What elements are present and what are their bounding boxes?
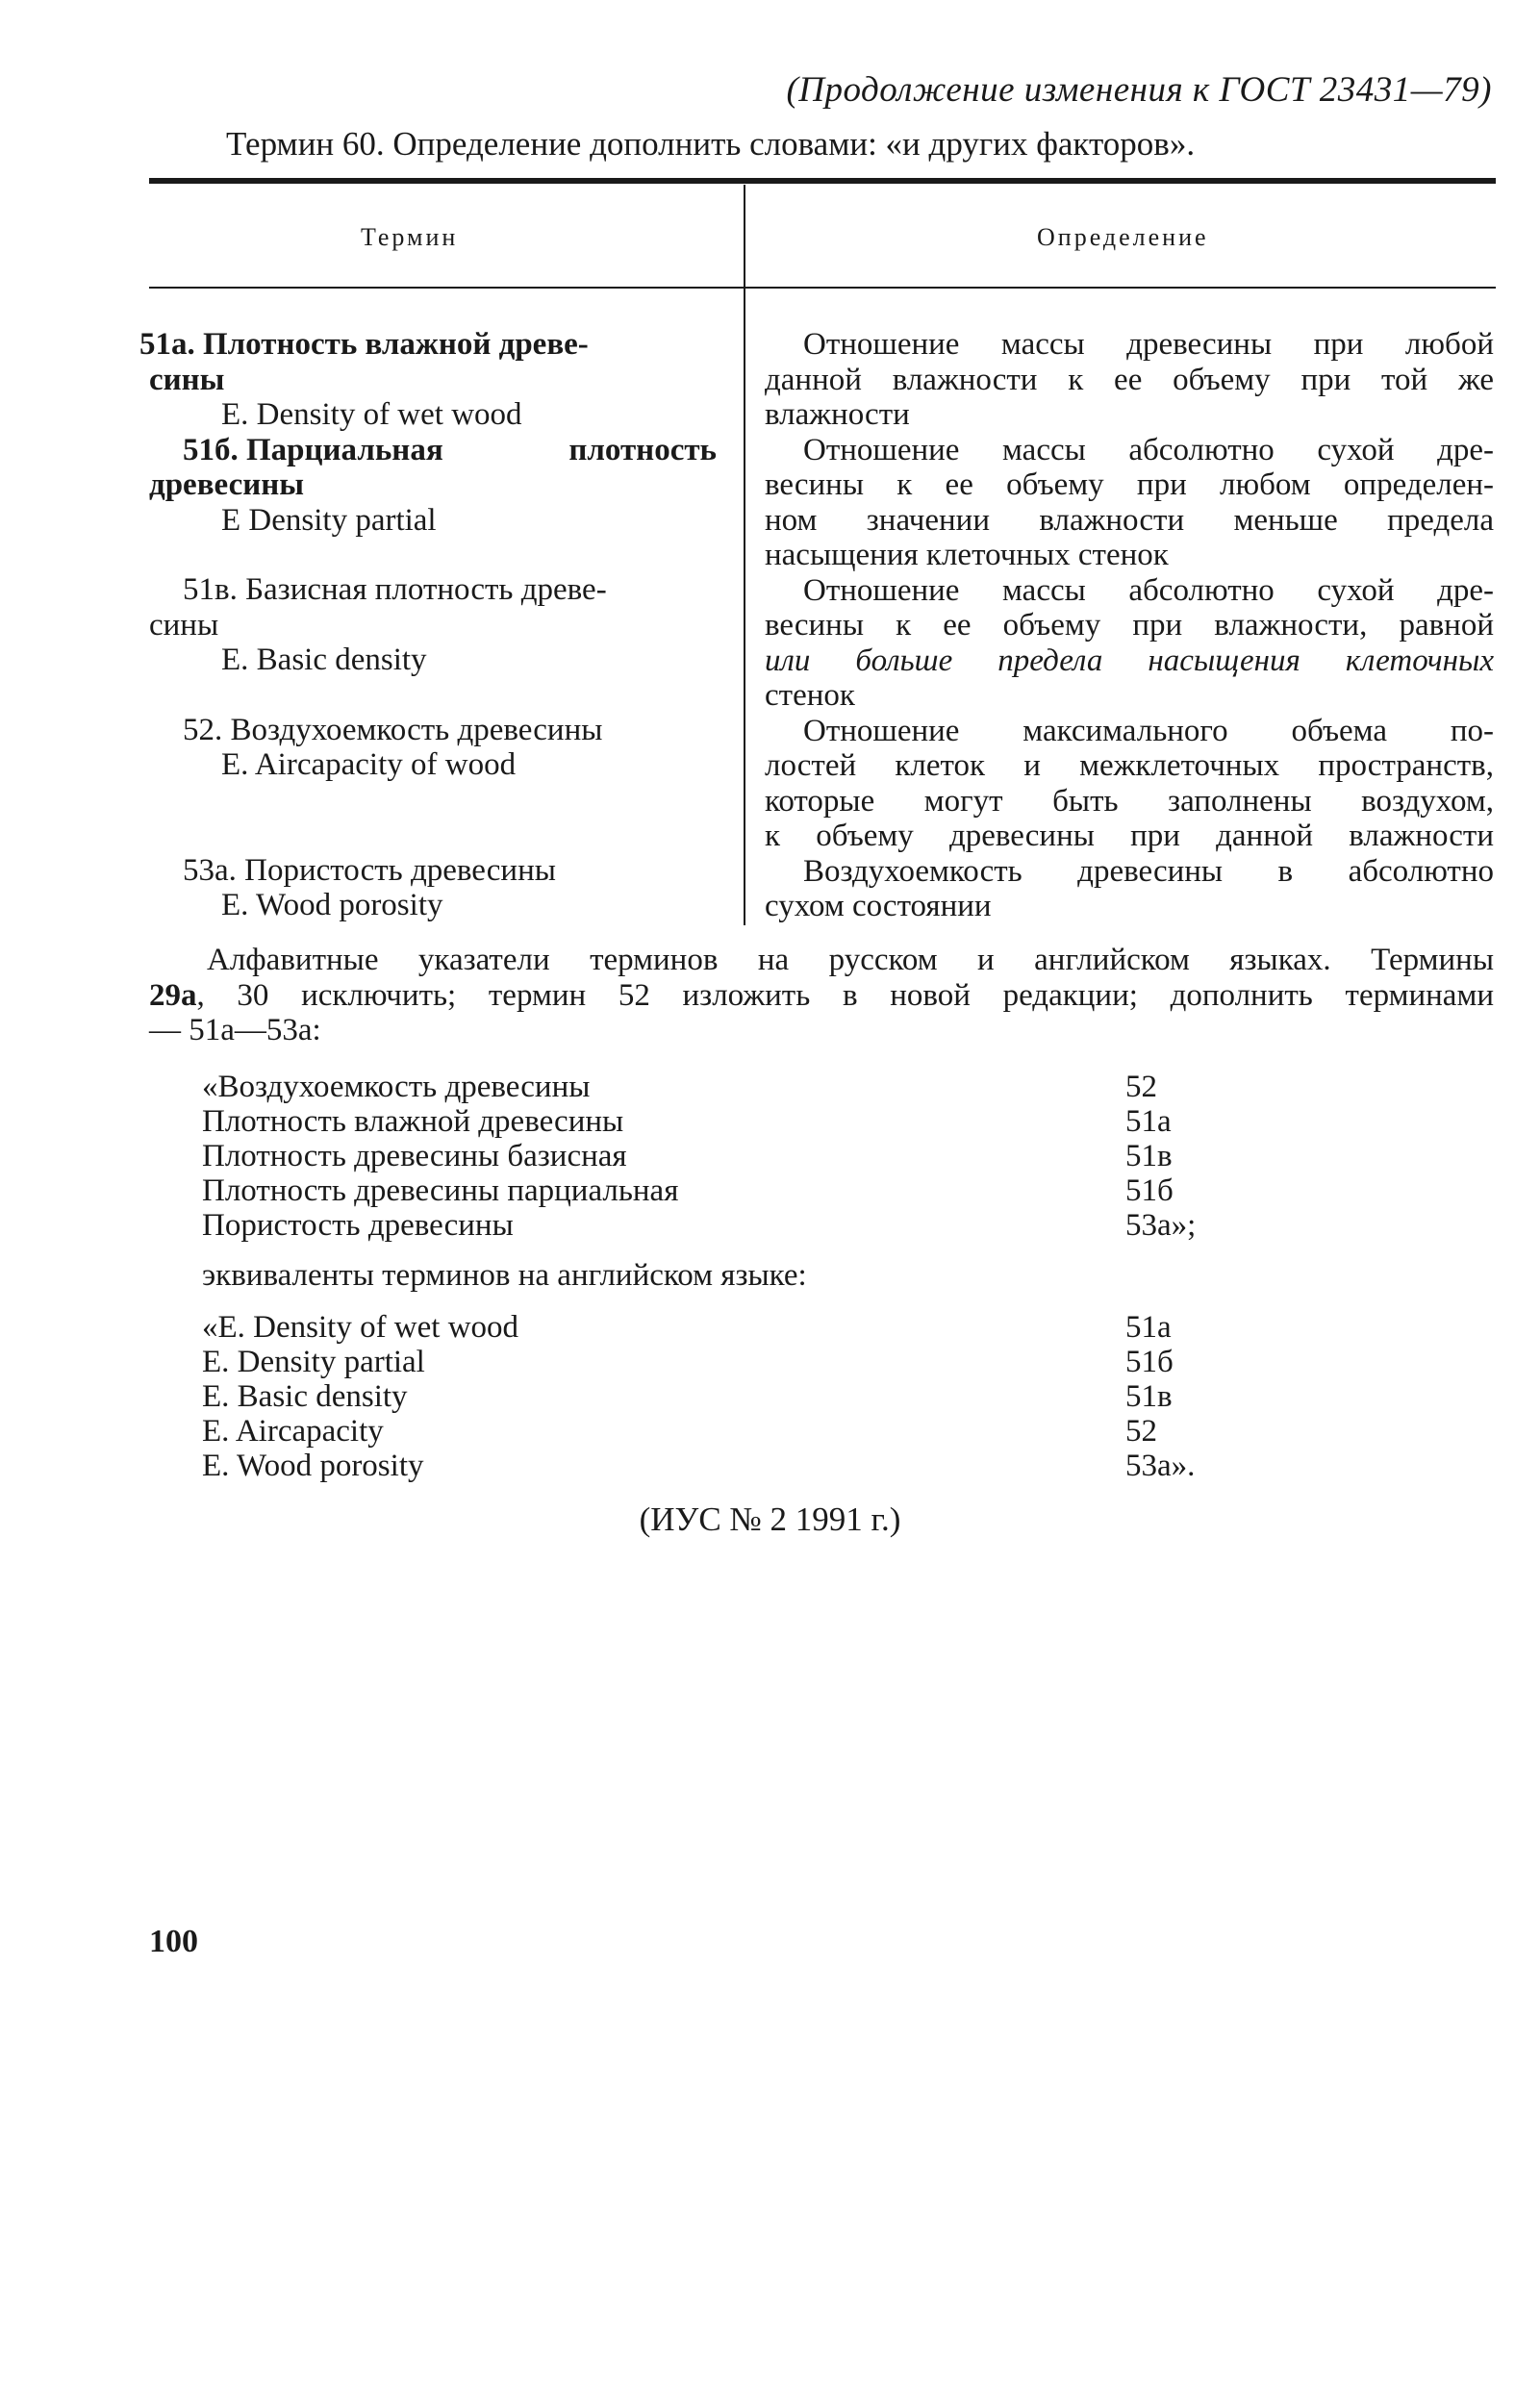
def-52-line2: лостей клеток и межклеточных пространств, <box>765 748 1494 783</box>
def-51v-line3: или больше предела насыщения клеточных <box>765 643 1494 678</box>
russian-term-index <box>202 1070 1260 1243</box>
term-51v: 51в. Базисная плотность древе- <box>183 572 607 607</box>
def-51v-line4: стенок <box>765 678 855 713</box>
def-53a-line1: Воздухоемкость древесины в абсолютно <box>803 853 1494 889</box>
index-row: E. Aircapacity 52 <box>202 1414 1157 1449</box>
term-51v-en: E. Basic density <box>221 643 427 677</box>
index-row: E. Basic density 51в <box>202 1379 1173 1414</box>
term-51a: 51а. Плотность влажной древе- <box>139 327 589 362</box>
paragraph-line2: 29а, 30 исключить; термин 52 изложить в новой редакции; дополнить терминами <box>149 977 1494 1013</box>
english-term-index <box>202 1310 1260 1483</box>
def-53a-line2: сухом состоянии <box>765 889 992 923</box>
term-51a-cont: сины <box>149 362 225 397</box>
instruction-line: Термин 60. Определение дополнить словами: «и других факторов». <box>226 125 1196 163</box>
paragraph-line1: Алфавитные указатели терминов на русском и английском языках. Термины <box>207 943 1494 977</box>
term-51v-cont: сины <box>149 607 219 643</box>
term-51b-cont: древесины <box>149 467 305 502</box>
index-row: «E. Density of wet wood 51а <box>202 1310 1172 1345</box>
index-row: Плотность древесины базисная 51в <box>202 1139 1173 1173</box>
term-52: 52. Воздухоемкость древесины <box>183 712 603 747</box>
index-row: «Воздухоемкость древесины 52 <box>202 1070 1157 1104</box>
def-51b-line2: весины к ее объему при любом определен- <box>765 467 1494 502</box>
ius-reference: (ИУС № 2 1991 г.) <box>639 1500 901 1538</box>
paragraph-line3: — 51а—53а: <box>149 1013 321 1047</box>
column-header-term: Термин <box>361 223 459 251</box>
english-equivalents-label: эквиваленты терминов на английском языке: <box>202 1258 807 1293</box>
def-51v-line1: Отношение массы абсолютно сухой дре- <box>803 572 1494 608</box>
definition-column <box>765 327 1494 924</box>
index-row: Плотность древесины парциальная 51б <box>202 1173 1174 1208</box>
term-53a-en: E. Wood porosity <box>221 888 443 922</box>
term-51a-en: E. Density of wet wood <box>221 397 522 432</box>
def-51a-line3: влажности <box>765 397 910 432</box>
index-row: E. Wood porosity 53а». <box>202 1449 1196 1483</box>
term-52-en: E. Aircapacity of wood <box>221 747 517 782</box>
table-top-rule <box>149 178 1496 184</box>
def-51b-line3: ном значении влажности меньше предела <box>765 502 1494 538</box>
index-row: E. Density partial 51б <box>202 1345 1174 1379</box>
def-52-line4: к объему древесины при данной влажности <box>765 819 1494 853</box>
index-row: Плотность влажной древесины 51а <box>202 1104 1172 1139</box>
index-instruction-paragraph <box>149 943 1494 1048</box>
def-52-line1: Отношение максимального объема по- <box>803 713 1494 748</box>
continuation-header: (Продолжение изменения к ГОСТ 23431—79) <box>786 70 1492 110</box>
def-51a-line2: данной влажности к ее объему при той же <box>765 362 1494 397</box>
index-row: Пористость древесины 53а»; <box>202 1208 1197 1243</box>
def-52-line3: которые могут быть заполнены воздухом, <box>765 783 1494 819</box>
term-51b-en: E Density partial <box>221 502 437 538</box>
def-51b-line1: Отношение массы абсолютно сухой дре- <box>803 432 1494 467</box>
def-51v-line2: весины к ее объему при влажности, равной <box>765 608 1494 643</box>
page-number: 100 <box>149 1924 198 1959</box>
table-column-divider <box>744 185 745 925</box>
term-53a: 53а. Пористость древесины <box>183 852 556 888</box>
def-51b-line4: насыщения клеточных стенок <box>765 538 1169 572</box>
term-51b: 51б. Парциальная плотность <box>183 432 717 467</box>
table-header-rule <box>149 287 1496 289</box>
column-header-definition: Определение <box>1037 223 1209 251</box>
def-51a-line1: Отношение массы древесины при любой <box>803 327 1494 362</box>
term-column <box>139 327 717 923</box>
